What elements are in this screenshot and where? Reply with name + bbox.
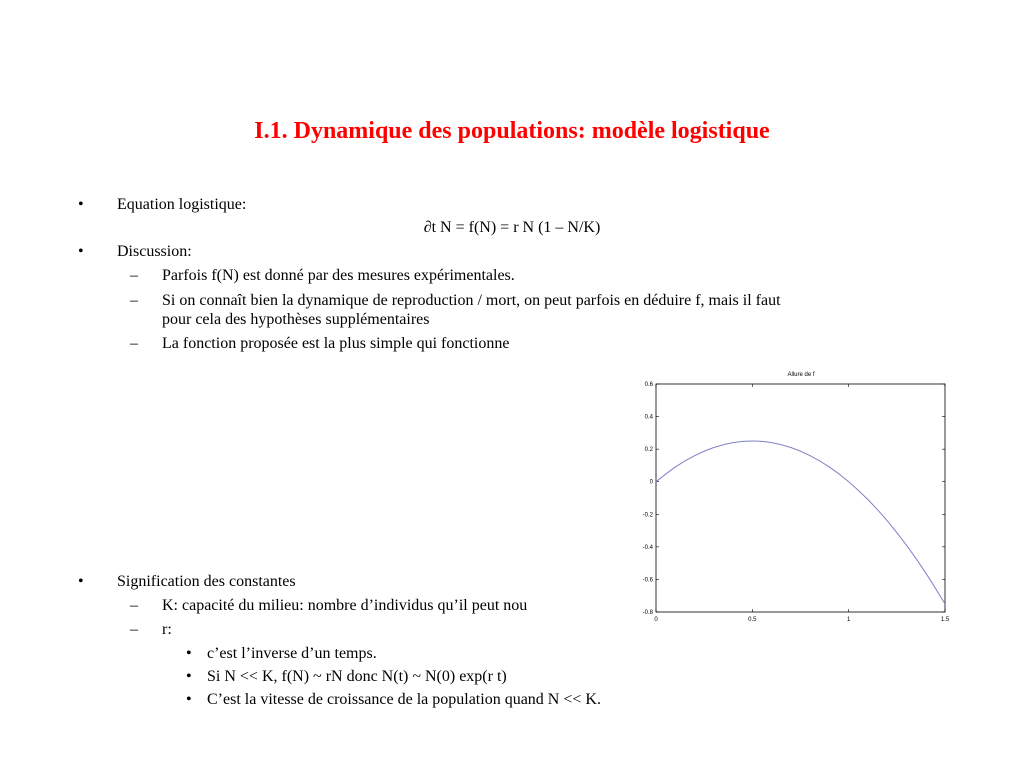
slide-title: I.1. Dynamique des populations: modèle logistique <box>254 118 770 144</box>
y-tick-label: 0.2 <box>644 447 653 454</box>
y-tick-label: 0.6 <box>644 382 653 388</box>
dash-icon: – <box>130 335 138 352</box>
constant-r-point-3: C’est la vitesse de croissance de la population quand N << K. <box>207 691 601 708</box>
y-tick-label: -0.2 <box>642 512 653 519</box>
bullet-icon: • <box>78 243 84 260</box>
item-discussion-label: Discussion: <box>117 243 192 260</box>
discussion-point-3: La fonction proposée est la plus simple qui fonctionne <box>162 335 510 352</box>
constant-r-point-2: Si N << K, f(N) ~ rN donc N(t) ~ N(0) exp(r t) <box>207 668 507 685</box>
dash-icon: – <box>130 267 138 284</box>
series-line <box>656 441 945 604</box>
bullet-icon: • <box>78 196 84 213</box>
discussion-point-2-line2: pour cela des hypothèses supplémentaires <box>162 311 430 328</box>
axis-ticks <box>643 382 950 623</box>
x-tick-label: 0.5 <box>748 617 757 623</box>
x-tick-label: 0 <box>654 617 658 623</box>
chart-svg <box>612 362 956 628</box>
item-constants-label: Signification des constantes <box>117 573 296 590</box>
bullet-icon: • <box>186 645 192 662</box>
bullet-icon: • <box>78 573 84 590</box>
x-tick-label: 1 <box>846 617 851 623</box>
y-tick-label: -0.4 <box>642 544 653 551</box>
y-tick-label: 0.4 <box>644 414 653 421</box>
bullet-icon: • <box>186 691 192 708</box>
discussion-point-1: Parfois f(N) est donné par des mesures expérimentales. <box>162 267 515 284</box>
constant-r-point-1: c’est l’inverse d’un temps. <box>207 645 377 662</box>
item-equation-label: Equation logistique: <box>117 196 247 213</box>
constant-r-label: r: <box>162 621 172 638</box>
dash-icon: – <box>130 621 138 638</box>
y-tick-label: -0.8 <box>642 610 653 616</box>
chart-title: Allure de f <box>787 372 815 378</box>
y-tick-label: -0.6 <box>642 577 653 584</box>
logistic-equation: ∂t N = f(N) = r N (1 – N/K) <box>423 219 601 236</box>
bullet-icon: • <box>186 668 192 685</box>
dash-icon: – <box>130 597 138 614</box>
logistic-function-chart <box>612 362 956 628</box>
y-tick-label: 0 <box>649 479 653 486</box>
dash-icon: – <box>130 292 138 309</box>
constant-k-definition: K: capacité du milieu: nombre d’individus qu’il peut nou <box>162 597 528 614</box>
plot-frame <box>656 384 945 612</box>
discussion-point-2-line1: Si on connaît bien la dynamique de reproduction / mort, on peut parfois en déduire f, mais il faut <box>162 292 781 309</box>
x-tick-label: 1.5 <box>940 617 950 623</box>
